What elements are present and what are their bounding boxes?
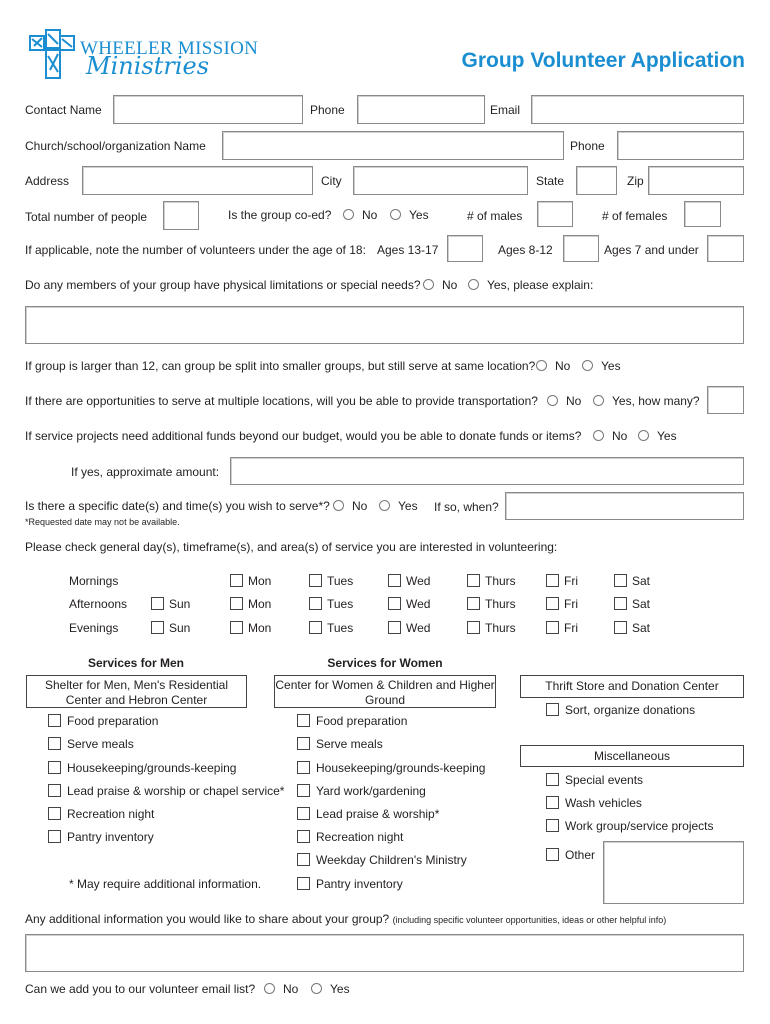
misc-wash-vehicles-checkbox[interactable] [546,796,559,809]
women-serve-meals-checkbox[interactable] [297,737,310,750]
day-label: Fri [564,621,578,635]
email-list-yes-label: Yes [330,982,350,996]
contact-name-field[interactable] [113,95,303,124]
row-label-afternoons: Afternoons [69,597,128,611]
limitations-yes-radio[interactable] [468,279,479,290]
men-praise-checkbox[interactable] [48,784,61,797]
org-phone-label: Phone [570,139,605,153]
day-label: Mon [248,621,272,635]
row-label-evenings: Evenings [69,621,119,635]
transport-no-label: No [566,394,582,408]
limitations-no-radio[interactable] [423,279,434,290]
men-item-label: Lead praise & worship or chapel service* [67,784,285,798]
state-field[interactable] [576,166,617,195]
women-location-text: Center for Women & Children and Higher Ground [275,678,495,707]
state-label: State [536,174,565,188]
total-people-field[interactable] [163,201,199,230]
zip-label: Zip [627,174,644,188]
row-label-mornings: Mornings [69,574,119,588]
men-item-label: Food preparation [67,714,159,728]
logo-line1: WHEELER MISSION [80,38,259,59]
address-label: Address [25,174,70,188]
cross-logo-icon [24,26,80,82]
city-label: City [321,174,342,188]
org-name-label: Church/school/organization Name [25,139,206,153]
afternoons-mon-checkbox[interactable] [230,597,243,610]
additional-info-field[interactable] [25,934,744,972]
funds-no-label: No [612,429,628,443]
afternoons-sun-checkbox[interactable] [151,597,164,610]
page-title: Group Volunteer Application [461,49,745,72]
women-yard-checkbox[interactable] [297,784,310,797]
females-field[interactable] [684,201,721,227]
email-list-label: Can we add you to our volunteer email list? [25,982,256,996]
women-item-label: Serve meals [316,737,383,751]
thrift-header-box [520,675,744,698]
misc-item-label: Wash vehicles [565,796,642,810]
date-when-field[interactable] [505,492,744,520]
coed-no-label: No [362,208,378,222]
evenings-wed-checkbox[interactable] [388,621,401,634]
women-food-prep-checkbox[interactable] [297,714,310,727]
thrift-sort-checkbox[interactable] [546,703,559,716]
funds-yes-radio[interactable] [638,430,649,441]
day-label: Sat [632,597,651,611]
additional-info-label [25,912,666,927]
women-item-label: Pantry inventory [316,877,403,891]
ages-13-17-field[interactable] [447,235,483,262]
mornings-fri-checkbox[interactable] [546,574,559,587]
day-label: Sun [169,597,191,611]
date-yes-radio[interactable] [379,500,390,511]
afternoons-sat-checkbox[interactable] [614,597,627,610]
ages-8-12-label: Ages 8-12 [498,243,553,257]
mornings-sat-checkbox[interactable] [614,574,627,587]
day-label: Thurs [485,574,516,588]
misc-other-field[interactable] [603,841,744,904]
transport-yes-label: Yes, how many? [612,394,700,408]
women-services-header: Services for Women [327,656,443,670]
evenings-sun-checkbox[interactable] [151,621,164,634]
org-phone-field[interactable] [617,131,744,160]
day-label: Tues [327,621,354,635]
day-label: Fri [564,574,578,588]
men-location-box [26,675,247,708]
men-item-label: Recreation night [67,807,155,821]
ages-8-12-field[interactable] [563,235,599,262]
evenings-mon-checkbox[interactable] [230,621,243,634]
logo-line2: Ministries [86,52,210,80]
zip-field[interactable] [648,166,744,195]
day-label: Wed [406,597,431,611]
evenings-tues-checkbox[interactable] [309,621,322,634]
men-item-label: Serve meals [67,737,134,751]
women-recreation-checkbox[interactable] [297,830,310,843]
misc-other-label: Other [565,848,596,862]
women-item-label: Lead praise & worship* [316,807,440,821]
evenings-sat-checkbox[interactable] [614,621,627,634]
men-services-header: Services for Men [87,656,185,670]
transport-count-field[interactable] [707,386,744,414]
evenings-fri-checkbox[interactable] [546,621,559,634]
day-label: Mon [248,574,272,588]
date-no-radio[interactable] [333,500,344,511]
day-label: Mon [248,597,272,611]
women-item-label: Food preparation [316,714,408,728]
coed-no-radio[interactable] [343,209,354,220]
address-field[interactable] [82,166,313,195]
thrift-header-text: Thrift Store and Donation Center [545,679,719,693]
afternoons-wed-checkbox[interactable] [388,597,401,610]
email-field[interactable] [531,95,744,124]
ages-13-17-label: Ages 13-17 [377,243,439,257]
schedule-intro: Please check general day(s), timeframe(s), and area(s) of service you are interested in volunteering: [25,540,558,554]
date-when-label: If so, when? [434,500,499,514]
coed-yes-label: Yes [409,208,429,222]
city-field[interactable] [353,166,528,195]
date-note: *Requested date may not be available. [25,517,180,527]
day-label: Thurs [485,621,516,635]
funds-no-radio[interactable] [593,430,604,441]
males-field[interactable] [537,201,573,227]
day-label: Tues [327,574,354,588]
men-note: * May require additional information. [69,877,262,891]
women-location-box [274,675,496,708]
misc-header-box [520,745,744,767]
funds-yes-label: Yes [657,429,677,443]
thrift-item-label: Sort, organize donations [565,703,696,717]
afternoons-tues-checkbox[interactable] [309,597,322,610]
afternoons-thurs-checkbox[interactable] [467,597,480,610]
misc-item-label: Special events [565,773,644,787]
mornings-tues-checkbox[interactable] [309,574,322,587]
amount-label: If yes, approximate amount: [71,465,220,479]
men-item-label: Housekeeping/grounds-keeping [67,761,237,775]
additional-info-hint: (including specific volunteer opportunities, ideas or other helpful info) [392,915,667,925]
women-item-label: Housekeeping/grounds-keeping [316,761,486,775]
women-praise-checkbox[interactable] [297,807,310,820]
email-list-no-radio[interactable] [264,983,275,994]
men-pantry-checkbox[interactable] [48,830,61,843]
org-name-field[interactable] [222,131,564,160]
men-housekeeping-checkbox[interactable] [48,761,61,774]
men-serve-meals-checkbox[interactable] [48,737,61,750]
women-item-label: Recreation night [316,830,404,844]
day-label: Wed [406,574,431,588]
misc-other-checkbox[interactable] [546,848,559,861]
coed-label: Is the group co-ed? [228,208,332,222]
misc-item-label: Work group/service projects [565,819,714,833]
phone-label: Phone [310,103,345,117]
men-item-label: Pantry inventory [67,830,154,844]
day-label: Sat [632,621,651,635]
split-yes-radio[interactable] [582,360,593,371]
misc-header-text: Miscellaneous [593,749,671,763]
split-no-label: No [555,359,571,373]
limitations-yes-label: Yes, please explain: [487,278,594,292]
women-housekeeping-checkbox[interactable] [297,761,310,774]
date-no-label: No [352,499,368,513]
afternoons-fri-checkbox[interactable] [546,597,559,610]
day-label: Sat [632,574,651,588]
men-recreation-checkbox[interactable] [48,807,61,820]
split-no-radio[interactable] [536,360,547,371]
transport-label: If there are opportunities to serve at multiple locations, will you be able to provide transportation? [25,394,538,408]
women-pantry-checkbox[interactable] [297,877,310,890]
ages-7-field[interactable] [707,235,744,262]
women-item-label: Yard work/gardening [316,784,426,798]
amount-field[interactable] [230,457,744,485]
under18-label: If applicable, note the number of volunteers under the age of 18: [25,243,366,257]
limitations-explain-field[interactable] [25,306,744,344]
total-people-label: Total number of people [25,210,148,224]
day-label: Tues [327,597,354,611]
day-label: Sun [169,621,191,635]
mornings-thurs-checkbox[interactable] [467,574,480,587]
mornings-mon-checkbox[interactable] [230,574,243,587]
contact-name-label: Contact Name [25,103,102,117]
day-label: Fri [564,597,578,611]
transport-yes-radio[interactable] [593,395,604,406]
date-label: Is there a specific date(s) and time(s) you wish to serve*? [25,499,330,513]
day-label: Thurs [485,597,516,611]
misc-special-events-checkbox[interactable] [546,773,559,786]
misc-work-group-checkbox[interactable] [546,819,559,832]
evenings-thurs-checkbox[interactable] [467,621,480,634]
email-list-no-label: No [283,982,299,996]
women-childrens-ministry-checkbox[interactable] [297,853,310,866]
transport-no-radio[interactable] [547,395,558,406]
day-label: Wed [406,621,431,635]
males-label: # of males [467,209,523,223]
females-label: # of females [602,209,668,223]
phone-field[interactable] [357,95,485,124]
email-list-yes-radio[interactable] [311,983,322,994]
limitations-no-label: No [442,278,458,292]
logo [24,26,259,82]
coed-yes-radio[interactable] [390,209,401,220]
women-item-label: Weekday Children's Ministry [316,853,467,867]
split-yes-label: Yes [601,359,621,373]
limitations-label: Do any members of your group have physical limitations or special needs? [25,278,421,292]
men-food-prep-checkbox[interactable] [48,714,61,727]
email-label: Email [490,103,521,117]
funds-label: If service projects need additional funds beyond our budget, would you be able to donate funds or items? [25,429,582,443]
ages-7-label: Ages 7 and under [604,243,699,257]
split-label: If group is larger than 12, can group be split into smaller groups, but still serve at same location? [25,359,536,373]
men-location-text: Shelter for Men, Men's Residential Center and Hebron Center [44,678,229,707]
additional-info-question: Any additional information you would like to share about your group? [25,912,390,926]
date-yes-label: Yes [398,499,418,513]
mornings-wed-checkbox[interactable] [388,574,401,587]
